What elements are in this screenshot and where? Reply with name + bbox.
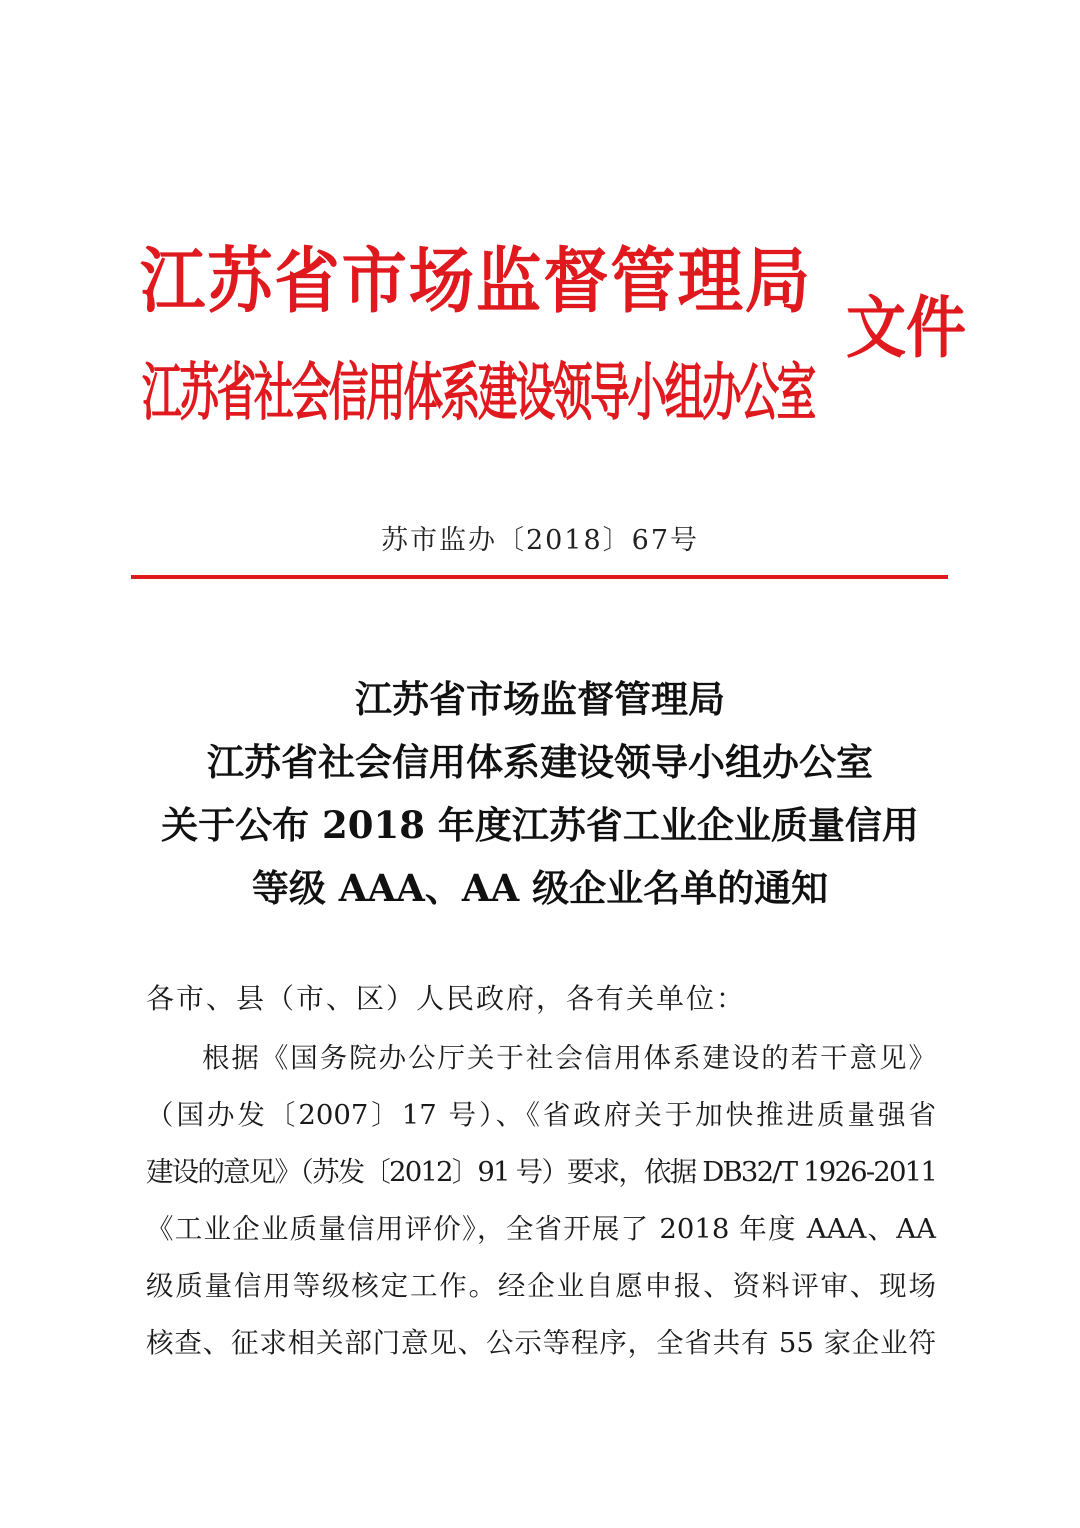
- document-title: [0, 668, 1080, 920]
- body-line: （国办发〔2007〕17 号）、《省政府关于加快推进质量强省: [146, 1099, 936, 1131]
- body-paragraph: [146, 1030, 936, 1372]
- title-line: 江苏省市场监督管理局: [355, 677, 725, 721]
- letterhead-org-line-1: 江苏省市场监督管理局: [140, 238, 812, 323]
- body-line: 级质量信用等级核定工作。经企业自愿申报、资料评审、现场: [146, 1270, 936, 1302]
- body-line: 根据《国务院办公厅关于社会信用体系建设的若干意见》: [202, 1042, 936, 1074]
- title-line: 江苏省社会信用体系建设领导小组办公室: [207, 740, 873, 784]
- letterhead-document-suffix: 文件: [846, 289, 966, 368]
- title-line: 关于公布 2018 年度江苏省工业企业质量信用: [161, 803, 919, 847]
- letterhead-org-line-2: 江苏省社会信用体系建设领导小组办公室: [142, 356, 814, 429]
- salutation: 各市、县（市、区）人民政府，各有关单位：: [146, 982, 747, 1015]
- red-divider-line: [131, 575, 948, 579]
- body-line: 建设的意见》（苏发〔2012〕91 号）要求，依据 DB32/T 1926-2011: [146, 1156, 936, 1188]
- body-line: 核查、征求相关部门意见、公示等程序，全省共有 55 家企业符: [146, 1327, 936, 1359]
- red-letterhead: [140, 232, 970, 432]
- document-number: 苏市监办〔2018〕67号: [380, 525, 700, 556]
- body-line: 《工业企业质量信用评价》，全省开展了 2018 年度 AAA、AA: [146, 1213, 936, 1245]
- title-line: 等级 AAA、AA 级企业名单的通知: [251, 866, 829, 910]
